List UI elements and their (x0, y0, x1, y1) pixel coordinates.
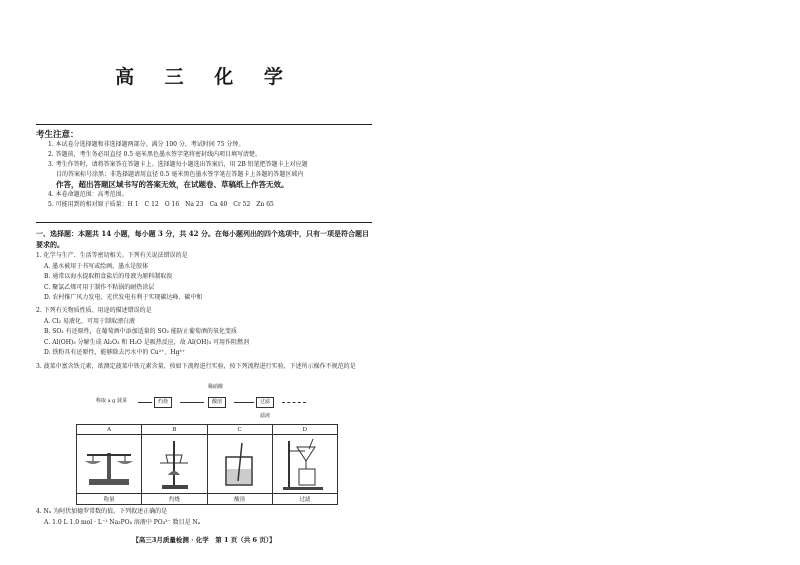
beaker-illustration (207, 435, 272, 494)
note-line: 目的答案标号涂黑；非选择题请用直径 0.5 毫米黑色墨水签字笔在答题卡上各题的答题区域内 (56, 171, 304, 178)
question-stem: 4. Nₐ 为阿伏加德罗常数的值。下列叙述正确的是 (36, 508, 168, 515)
question-stem: 2. 下列有关物质性质、用途的描述错误的是 (36, 307, 152, 314)
flow-step-burn: 灼烧 (154, 397, 172, 408)
option-b: B. SO₂ 有还原性，在葡萄酒中添加适量的 SO₂ 能防止葡萄酒的氧化变质 (44, 328, 237, 335)
divider-bottom (36, 222, 372, 223)
operation-label: 灼烧 (142, 494, 207, 505)
question-stem: 3. 菠菜中富含铁元素，欲测定菠菜中铁元素含量，按如下流程进行实验，按下列流程进行实验，下述所示操作不规范的是 (36, 363, 356, 370)
note-line-emphasis: 作答，超出答题区域书写的答案无效，在试题卷、草稿纸上作答无效。 (56, 180, 289, 189)
flow-arrow (138, 402, 152, 403)
flow-start: 称取 a g 菠菜 (96, 398, 127, 404)
page-footer: 【高三3月质量检测 · 化学 第 1 页（共 6 页）】 (132, 536, 276, 544)
crucible-illustration (142, 435, 207, 494)
divider-top (36, 124, 372, 125)
flow-reagent: 稀硝酸 (208, 384, 224, 390)
note-line: 1. 本试卷分选择题和非选择题两部分。满分 100 分，考试时间 75 分钟。 (48, 141, 245, 148)
option-letter: C (207, 425, 272, 435)
option-letter: B (142, 425, 207, 435)
process-flow (96, 380, 346, 426)
question-4 (36, 507, 372, 528)
section-heading: 一、选择题：本题共 14 小题，每小题 3 分，共 42 分。在每小题列出的四个选项中，只有一项是符合题目要求的。 (36, 229, 369, 249)
flow-arrow (234, 402, 254, 403)
option-d: D. 铁粉具有还原性，能够除去污水中的 Cu²⁺、Hg²⁺ (44, 349, 185, 356)
option-a: A. 1.0 L 1.0 mol · L⁻¹ Na₃PO₄ 溶液中 PO₄³⁻ 数目是 Nₐ (44, 518, 201, 526)
operation-label: 过滤 (272, 494, 337, 505)
flow-filtrate: 滤液 (260, 413, 271, 419)
flow-step-dissolve: 酸溶 (208, 397, 226, 408)
note-line: 3. 考生作答时，请将答案答在答题卡上。选择题每小题选出答案后，用 2B 铅笔把答题卡上对应题 (48, 161, 308, 168)
operation-label: 称量 (77, 494, 142, 505)
option-c: C. Al(OH)₃ 分解生成 Al₂O₃ 和 H₂O 是吸热反应，故 Al(OH)₃ 可用作阻燃剂 (44, 338, 250, 346)
option-c: C. 聚氯乙烯可用于制作不粘锅的耐热涂层 (44, 283, 155, 291)
question-stem: 1. 化学与生产、生活等密切相关。下列有关说法错误的是 (36, 252, 188, 259)
option-a: A. 墨水被用于书写或绘画，墨水是胶体 (44, 262, 149, 270)
balance-illustration (77, 435, 142, 494)
page-title: 高 三 化 学 (115, 66, 295, 88)
operation-table (76, 424, 338, 505)
note-line: 5. 可能用到的相对原子质量：H 1 C 12 O 16 Na 23 Ca 40 Cr 52 Zn 65 (48, 201, 274, 208)
note-line: 4. 本卷命题范围：高考范围。 (48, 191, 128, 198)
note-line: 2. 答题前，考生务必用直径 0.5 毫米黑色墨水签字笔将密封线内项目填写清楚。 (48, 151, 261, 158)
option-a: A. Cl₂ 易液化，可用于制取漂白液 (44, 317, 135, 325)
option-letter: A (77, 425, 142, 435)
flow-arrow (180, 402, 204, 403)
flow-step-filter: 过滤 (256, 397, 274, 408)
question-1 (36, 251, 372, 304)
option-d: D. 农村推广风力发电、光伏发电有利于实现碳达峰、碳中和 (44, 294, 203, 301)
question-2 (36, 306, 372, 359)
question-3 (36, 362, 372, 373)
option-letter: D (272, 425, 337, 435)
filter-illustration (272, 435, 337, 494)
notes-heading: 考生注意： (36, 130, 79, 140)
notes-list (48, 140, 376, 210)
operation-label: 酸溶 (207, 494, 272, 505)
flow-arrow (282, 402, 306, 403)
option-b: B. 通常以海水提取粗食盐后的母液为原料制取溴 (44, 273, 173, 280)
